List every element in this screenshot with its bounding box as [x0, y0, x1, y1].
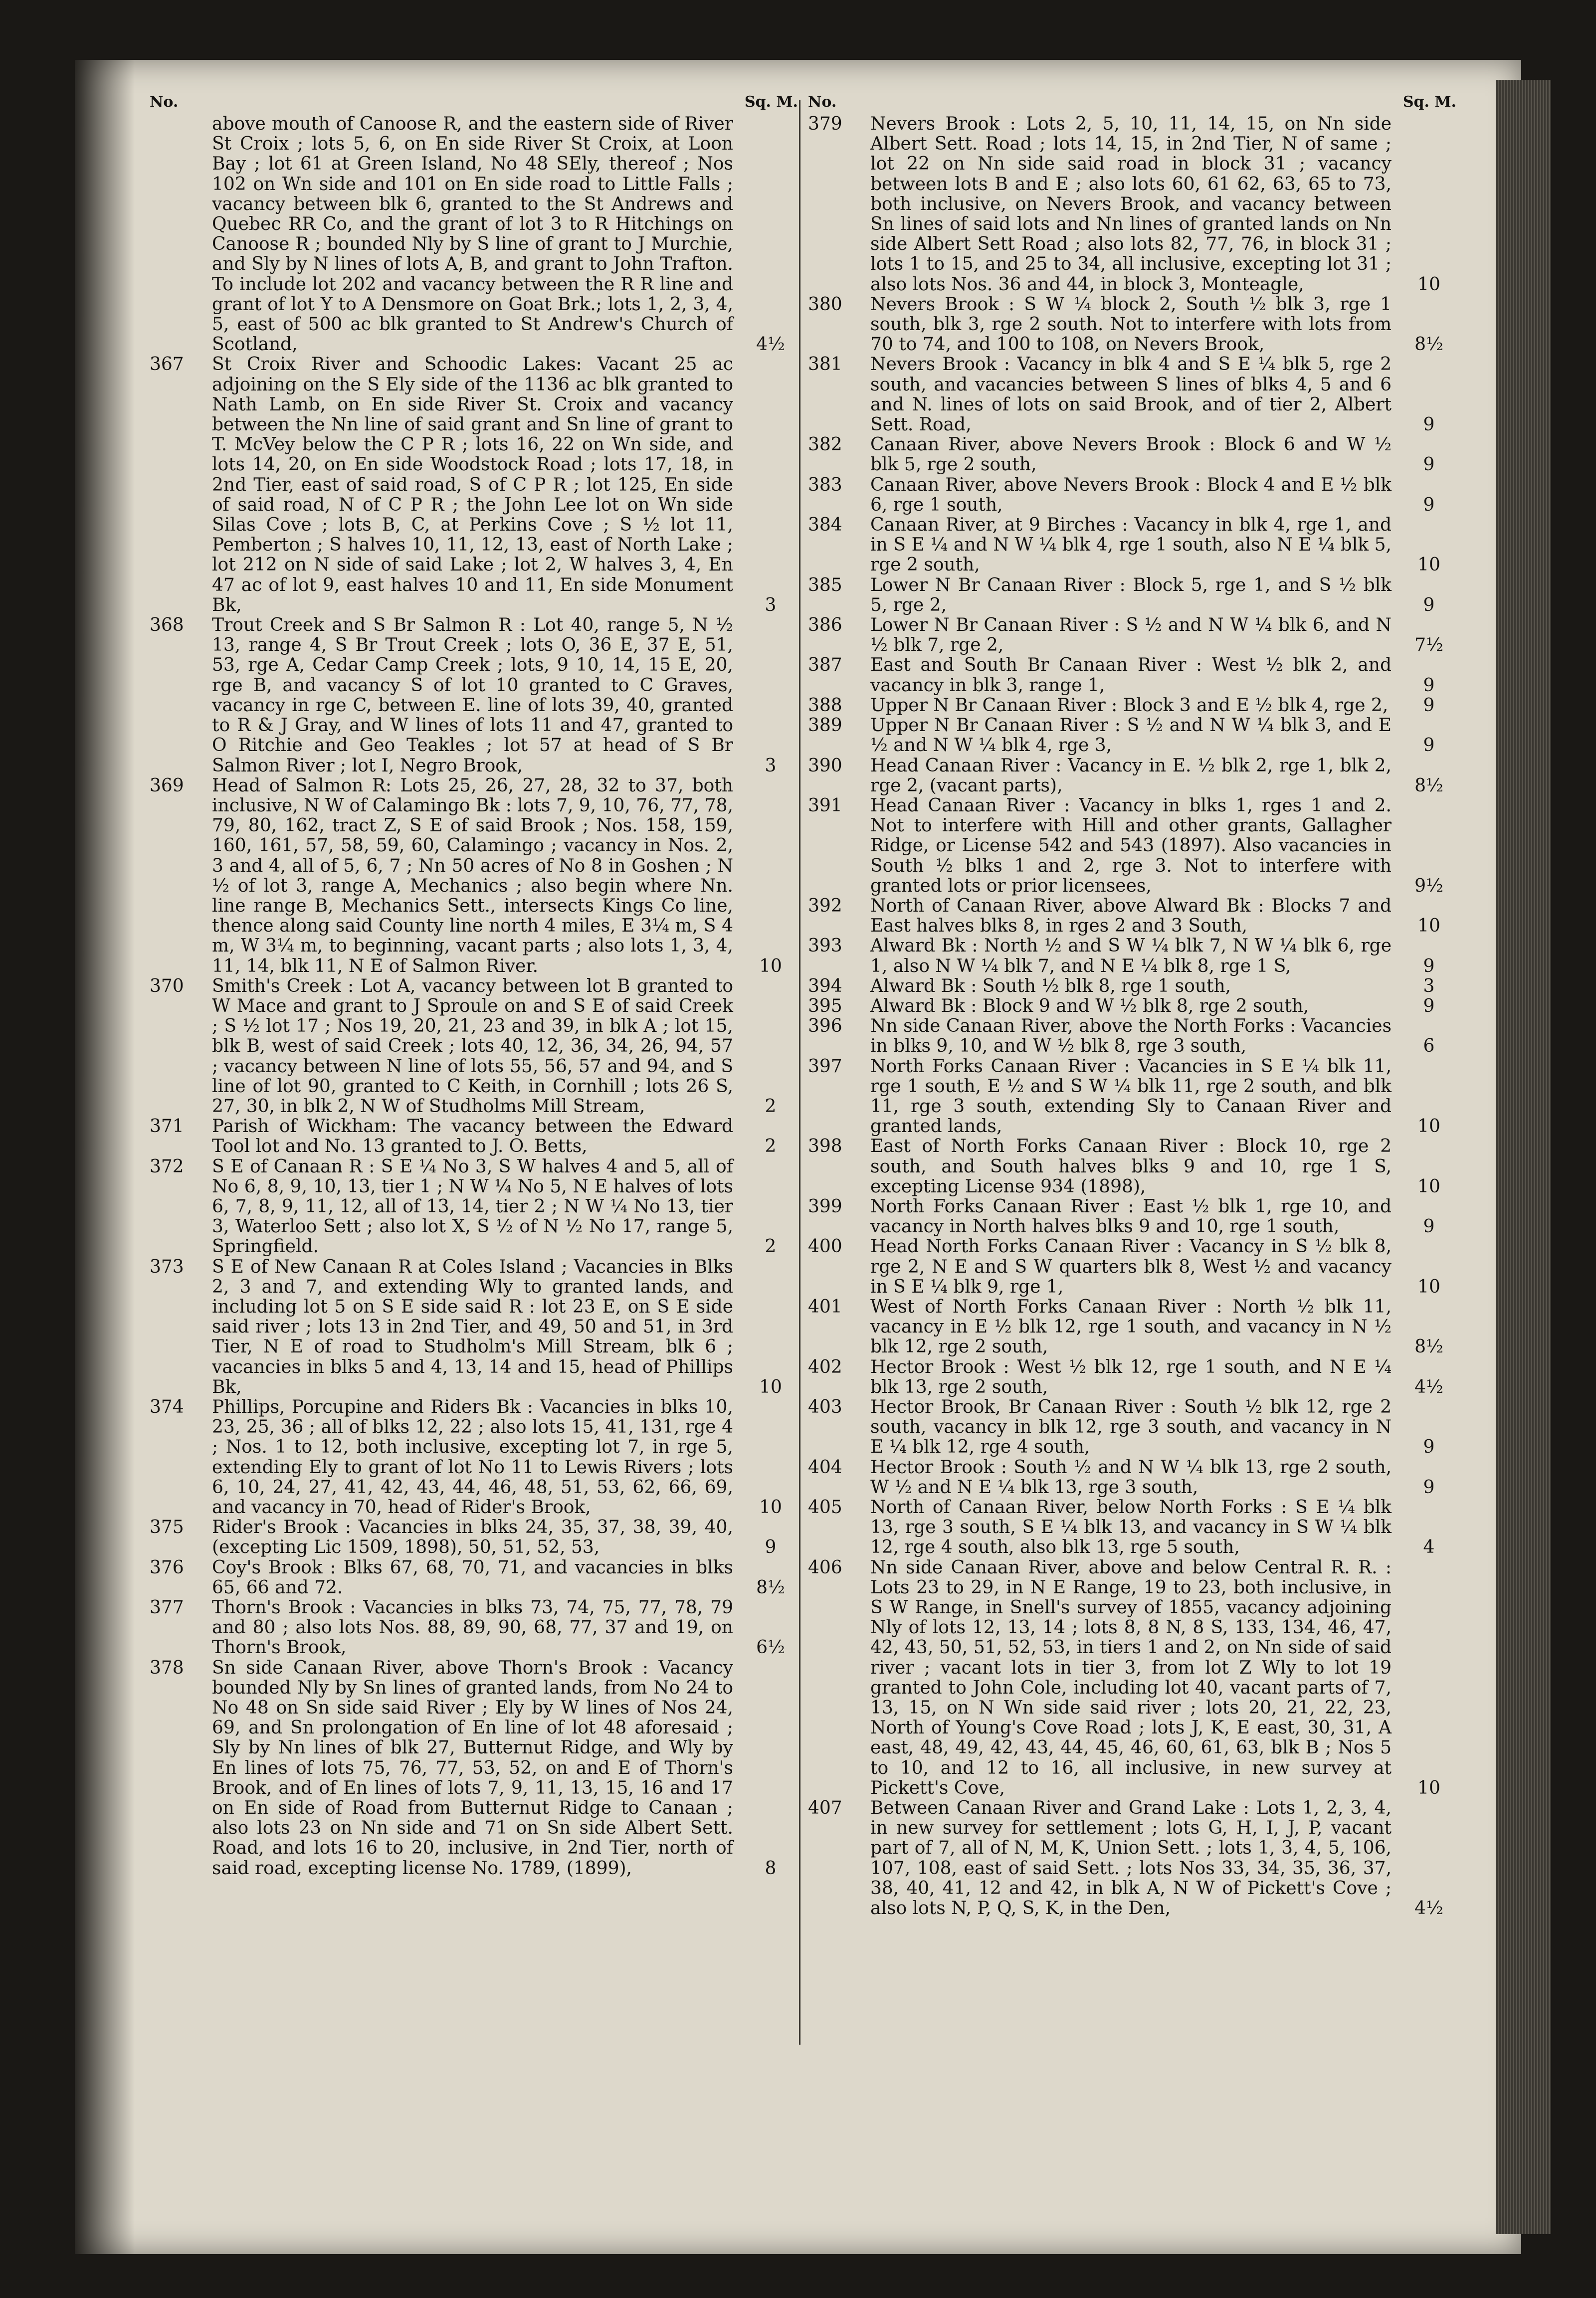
entry-number: 382: [808, 434, 842, 455]
entry-number: 387: [808, 655, 842, 676]
entry-number: 396: [808, 1016, 842, 1037]
list-entry: [808, 1137, 1456, 1197]
list-entry: [808, 615, 1456, 655]
entry-square-miles: 9: [1423, 995, 1435, 1016]
entry-square-miles: 9: [1423, 956, 1435, 976]
list-entry: [150, 976, 798, 1117]
entry-number: 383: [808, 474, 842, 495]
entry-description: Phillips, Porcupine and Riders Bk : Vacancies in blks 10, 23, 25, 36 ; all of blks 12, 22 ; also lots 15, 41, 131, rge 4 ; Nos. 1 to 12, both inclusive, excepting lot 7, in rge 5, extending Ely to grant of lot No 11 to Lewis Rivers ; lots 6, 10, 24, 27, 41, 42, 43, 44, 46, 48, 51, 53, 62, 66, 69, and vacancy in 70, head of Rider's Brook,: [212, 1397, 733, 1518]
list-entry: [808, 696, 1456, 716]
entry-square-miles: 4½: [756, 334, 785, 355]
entry-square-miles: 4: [1423, 1537, 1435, 1558]
entry-number: 380: [808, 294, 842, 315]
entry-number: 378: [150, 1657, 184, 1678]
list-entry: [150, 1257, 798, 1397]
entry-square-miles: 10: [1417, 1176, 1440, 1197]
entry-number: 385: [808, 574, 842, 595]
entry-number: 392: [808, 895, 842, 916]
entry-square-miles: 3: [765, 755, 777, 776]
entry-description: Hector Brook : South ½ and N W ¼ blk 13, rge 2 south, W ½ and N E ¼ blk 13, rge 3 south,: [870, 1457, 1392, 1498]
entry-description: Nevers Brook : S W ¼ block 2, South ½ blk 3, rge 1 south, blk 3, rge 2 south. Not to interfere with lots from 70 to 74, and 100 to 108, on Nevers Brook,: [870, 294, 1392, 355]
entry-square-miles: 10: [1417, 916, 1440, 937]
entry-number: 381: [808, 354, 842, 375]
entry-number: 384: [808, 515, 842, 536]
entry-description: S E of New Canaan R at Coles Island ; Vacancies in Blks 2, 3 and 7, and extending Wly to granted lands, and including lot 5 on S E side said R : lot 23 E, on S E side said river ; lots 13 in 2nd Tier, and 49, 50 and 51, in 3rd Tier, N E of road to Studholm's Mill Stream, blk 6 ; vacancies in blks 5 and 4, 13, 14 and 15, head of Phillips Bk,: [212, 1256, 733, 1397]
entry-square-miles: 9: [1423, 675, 1435, 696]
entry-square-miles: 9: [1423, 1216, 1435, 1237]
entry-square-miles: 3: [1423, 975, 1435, 996]
entry-square-miles: 10: [1417, 1116, 1440, 1137]
entry-number: 404: [808, 1457, 842, 1478]
entry-description: Nn side Canaan River, above and below Central R. R. : Lots 23 to 29, in N E Range, 19 to 23, both inclusive, in S W Range, in Snell's survey of 1855, vacancy adjoining Nly of lots 12, 13, 14 ; lots 8, 8 N, 8 S, 133, 134, 46, 47, 42, 43, 50, 51, 52, 53, in tiers 1 and 2, on Nn side of said river ; vacant lots in tier 3, from lot Z Wly to lot 19 granted to John Cole, including lot 40, vacant parts of 7, 13, 15, on N Wn side said river ; lots 20, 21, 22, 23, North of Young's Cove Road ; lots J, K, E east, 30, 31, A east, 48, 49, 42, 43, 44, 45, 46, 60, 61, 63, blk B ; Nos 5 to 10, and 12 to 16, all inclusive, in new survey at Pickett's Cove,: [870, 1557, 1392, 1798]
list-entry: [150, 1518, 798, 1557]
entry-square-miles: 4½: [1414, 1376, 1443, 1397]
list-entry: [808, 1798, 1456, 1918]
right-entry-list: [808, 114, 1456, 1918]
entry-square-miles: 10: [1417, 1777, 1440, 1798]
list-entry: [808, 575, 1456, 615]
list-entry: [808, 355, 1456, 435]
entry-number: 376: [150, 1557, 184, 1578]
entry-number: 398: [808, 1136, 842, 1157]
entry-description: above mouth of Canoose R, and the eastern side of River St Croix ; lots 5, 6, on En side River St Croix, at Loon Bay ; lot 61 at Green Island, No 48 SEly, thereof ; Nos 102 on Wn side and 101 on En side road to Little Falls ; vacancy between blk 6, granted to the St Andrews and Quebec RR Co, and the grant of lot 3 to R Hitchings on Canoose R ; bounded Nly by S line of grant to J Murchie, and Sly by N lines of lots A, B, and grant to John Trafton. To include lot 202 and vacancy between the R R line and grant of lot Y to A Densmore on Goat Brk.; lots 1, 2, 3, 4, 5, east of 500 ac blk granted to St Andrew's Church of Scotland,: [212, 114, 733, 355]
book-spine-shadow: [75, 60, 135, 2254]
entry-number: 388: [808, 695, 842, 716]
list-entry: [150, 1397, 798, 1518]
entry-description: Smith's Creek : Lot A, vacancy between lot B granted to W Mace and grant to J Sproule on and S E of said Creek ; S ½ lot 17 ; Nos 19, 20, 21, 23 and 39, in blk A ; lot 15, blk B, west of said Creek ; lots 40, 12, 36, 34, 26, 94, 57 ; vacancy between N line of lots 55, 56, 57 and 94, and S line of lot 90, granted to C Keith, in Cornhill ; lots 26 S, 27, 30, in blk 2, N W of Studholms Mill Stream,: [212, 975, 733, 1117]
list-entry: [150, 114, 798, 355]
left-column-header: [150, 92, 798, 114]
entry-description: Nevers Brook : Lots 2, 5, 10, 11, 14, 15, on Nn side Albert Sett. Road ; lots 14, 15, in 2nd Tier, N of same ; lot 22 on Nn side said road in block 31 ; vacancy between lots B and E ; also lots 60, 61 62, 63, 65 to 73, both inclusive, on Nevers Brook, and vacancy between Sn lines of said lots and Nn lines of granted lands on Nn side Albert Sett Road ; also lots 82, 77, 76, in block 31 ; lots 1 to 15, and 25 to 34, all inclusive, excepting lot 31 ; also lots Nos. 36 and 44, in block 3, Monteagle,: [870, 114, 1392, 295]
entry-number: 402: [808, 1356, 842, 1377]
entry-description: North Forks Canaan River : Vacancies in S E ¼ blk 11, rge 1 south, E ½ and S W ¼ blk 11, rge 2 south, and blk 11, rge 3 south, extending Sly to Canaan River and granted lands,: [870, 1056, 1392, 1137]
entry-description: Head of Salmon R: Lots 25, 26, 27, 28, 32 to 37, both inclusive, N W of Calamingo Bk : lots 7, 9, 10, 76, 77, 78, 79, 80, 162, tract Z, S E of said Brook ; Nos. 158, 159, 160, 161, 57, 58, 59, 60, Calamingo ; vacancy in Nos. 2, 3 and 4, all of 5, 6, 7 ; Nn 50 acres of No 8 in Goshen ; N ½ of lot 3, range A, Mechanics ; also begin where Nn. line range B, Mechanics Sett., intersects Kings Co line, thence along said County line north 4 miles, E 3¼ m, S 4 m, W 3¼ m, to beginning, vacant parts ; also lots 1, 3, 4, 11, 14, blk 11, N E of Salmon River.: [212, 775, 733, 976]
right-sqm-heading: Sq. M.: [1402, 93, 1456, 111]
entry-description: Lower N Br Canaan River : S ½ and N W ¼ blk 6, and N ½ blk 7, rge 2,: [870, 615, 1392, 656]
entry-square-miles: 9: [1423, 735, 1435, 756]
entry-description: Parish of Wickham: The vacancy between the Edward Tool lot and No. 13 granted to J. O. Betts,: [212, 1116, 733, 1157]
list-entry: [808, 1197, 1456, 1237]
list-entry: [150, 615, 798, 776]
entry-number: 379: [808, 114, 842, 134]
entry-description: Canaan River, at 9 Birches : Vacancy in blk 4, rge 1, and in S E ¼ and N W ¼ blk 4, rge 1 south, also N E ¼ blk 5, rge 2 south,: [870, 515, 1392, 575]
list-entry: [150, 355, 798, 615]
entry-description: Between Canaan River and Grand Lake : Lots 1, 2, 3, 4, in new survey for settlement ; lots G, H, I, J, P, vacant part of 7, all of N, M, K, Union Sett. ; lots 1, 3, 4, 5, 106, 107, 108, east of said Sett. ; lots Nos 33, 34, 35, 36, 37, 38, 40, 41, 12 and 42, in blk A, N W of Pickett's Cove ; also lots N, P, Q, S, K, in the Den,: [870, 1798, 1392, 1919]
list-entry: [808, 475, 1456, 515]
list-entry: [808, 996, 1456, 1016]
entry-description: East and South Br Canaan River : West ½ blk 2, and vacancy in blk 3, range 1,: [870, 655, 1392, 696]
list-entry: [150, 1558, 798, 1598]
entry-number: 368: [150, 615, 184, 636]
entry-square-miles: 9: [1423, 695, 1435, 716]
list-entry: [808, 1357, 1456, 1397]
entry-square-miles: 10: [1417, 1276, 1440, 1297]
entry-square-miles: 9: [1423, 414, 1435, 435]
entry-description: Alward Bk : South ½ blk 8, rge 1 south,: [870, 975, 1231, 996]
entry-number: 373: [150, 1256, 184, 1277]
entry-square-miles: 7½: [1414, 635, 1443, 656]
entry-number: 389: [808, 715, 842, 736]
entry-number: 372: [150, 1156, 184, 1177]
entry-square-miles: 2: [765, 1236, 777, 1257]
left-sqm-heading: Sq. M.: [744, 93, 798, 111]
entry-square-miles: 8: [765, 1858, 777, 1879]
entry-description: Canaan River, above Nevers Brook : Block 6 and W ½ blk 5, rge 2 south,: [870, 434, 1392, 475]
list-entry: [150, 1157, 798, 1257]
entry-square-miles: 10: [759, 1497, 782, 1518]
entry-description: East of North Forks Canaan River : Block 10, rge 2 south, and South halves blks 9 and 10, rge 1 S, excepting License 934 (1898),: [870, 1136, 1392, 1197]
entry-number: 393: [808, 936, 842, 957]
entry-description: Hector Brook : West ½ blk 12, rge 1 south, and N E ¼ blk 13, rge 2 south,: [870, 1356, 1392, 1397]
left-column: [150, 92, 798, 1879]
entry-description: Upper N Br Canaan River : S ½ and N W ¼ blk 3, and E ½ and N W ¼ blk 4, rge 3,: [870, 715, 1392, 756]
entry-number: 386: [808, 615, 842, 636]
entry-square-miles: 6½: [756, 1637, 785, 1658]
entry-description: Nn side Canaan River, above the North Forks : Vacancies in blks 9, 10, and W ½ blk 8, rge 3 south,: [870, 1016, 1392, 1057]
entry-number: 395: [808, 995, 842, 1016]
entry-number: 390: [808, 755, 842, 776]
page-edges: [1496, 80, 1551, 2234]
entry-number: 391: [808, 795, 842, 816]
entry-description: Alward Bk : North ½ and S W ¼ blk 7, N W ¼ blk 6, rge 1, also N W ¼ blk 7, and N E ¼ blk 8, rge 1 S,: [870, 936, 1392, 976]
entry-description: Trout Creek and S Br Salmon R : Lot 40, range 5, N ½ 13, range 4, S Br Trout Creek ; lots O, 36 E, 37 E, 51, 53, rge A, Cedar Camp Creek ; lots, 9 10, 14, 15 E, 20, rge B, and vacancy S of lot 10 granted to C Graves, vacancy in rge C, between E. line of lots 39, 40, granted to R & J Gray, and W lines of lots 11 and 47, granted to O Ritchie and Geo Teakles ; lot 57 at head of S Br Salmon River ; lot I, Negro Brook,: [212, 615, 733, 776]
list-entry: [808, 1016, 1456, 1056]
list-entry: [808, 896, 1456, 936]
list-entry: [808, 1458, 1456, 1498]
right-column-header: [808, 92, 1456, 114]
entry-square-miles: 9: [765, 1537, 777, 1558]
list-entry: [808, 1397, 1456, 1458]
list-entry: [808, 1297, 1456, 1357]
entry-number: 371: [150, 1116, 184, 1137]
entry-description: St Croix River and Schoodic Lakes: Vacant 25 ac adjoining on the S Ely side of the 1136 ac blk granted to Nath Lamb, on En side River St. Croix and vacancy between the Nn line of said grant and Sn line of grant to T. McVey below the C P R ; lots 16, 22 on Wn side, and lots 14, 20, on En side Woodstock Road ; lots 17, 18, in 2nd Tier, east of said road, S of C P R ; lot 125, En side of said road, N of C P R ; the John Lee lot on Wn side Silas Cove ; lots B, C, at Perkins Cove ; S ½ lot 11, Pemberton ; S halves 10, 11, 12, 13, east of North Lake ; lot 212 on N side of said Lake ; lot 2, W halves 3, 4, En 47 ac of lot 9, east halves 10 and 11, En side Monument Bk,: [212, 354, 733, 615]
entry-number: 405: [808, 1497, 842, 1518]
entry-square-miles: 9: [1423, 594, 1435, 615]
left-no-heading: No.: [150, 93, 179, 111]
entry-description: Head North Forks Canaan River : Vacancy in S ½ blk 8, rge 2, N E and S W quarters blk 8, West ½ and vacancy in S E ¼ blk 9, rge 1,: [870, 1236, 1392, 1297]
entry-description: Head Canaan River : Vacancy in E. ½ blk 2, rge 1, blk 2, rge 2, (vacant parts),: [870, 755, 1392, 796]
entry-number: 397: [808, 1056, 842, 1077]
list-entry: [808, 796, 1456, 896]
entry-number: 374: [150, 1397, 184, 1417]
list-entry: [808, 295, 1456, 355]
entry-description: Lower N Br Canaan River : Block 5, rge 1, and S ½ blk 5, rge 2,: [870, 574, 1392, 615]
entry-description: North Forks Canaan River : East ½ blk 1, rge 10, and vacancy in North halves blks 9 and 10, rge 1 south,: [870, 1196, 1392, 1237]
entry-square-miles: 10: [759, 1376, 782, 1397]
entry-description: Rider's Brook : Vacancies in blks 24, 35, 37, 38, 39, 40, (excepting Lic 1509, 1898), 50, 51, 52, 53,: [212, 1517, 733, 1558]
list-entry: [150, 1658, 798, 1879]
list-entry: [808, 114, 1456, 295]
list-entry: [808, 756, 1456, 796]
entry-description: Coy's Brook : Blks 67, 68, 70, 71, and vacancies in blks 65, 66 and 72.: [212, 1557, 733, 1598]
entry-square-miles: 9: [1423, 1477, 1435, 1498]
entry-number: 377: [150, 1597, 184, 1618]
entry-description: Head Canaan River : Vacancy in blks 1, rges 1 and 2. Not to interfere with Hill and other grants, Gallagher Ridge, or License 542 and 543 (1897). Also vacancies in South ½ blks 1 and 2, rge 3. Not to interfere with granted lots or prior licensees,: [870, 795, 1392, 896]
entry-number: 406: [808, 1557, 842, 1578]
list-entry: [808, 1237, 1456, 1297]
entry-description: North of Canaan River, below North Forks : S E ¼ blk 13, rge 3 south, S E ¼ blk 13, and vacancy in S W ¼ blk 12, rge 4 south, also blk 13, rge 5 south,: [870, 1497, 1392, 1558]
entry-number: 407: [808, 1798, 842, 1819]
entry-square-miles: 9: [1423, 1437, 1435, 1458]
entry-description: Alward Bk : Block 9 and W ½ blk 8, rge 2 south,: [870, 995, 1309, 1016]
entry-square-miles: 9: [1423, 454, 1435, 475]
entry-square-miles: 10: [1417, 555, 1440, 575]
entry-description: Canaan River, above Nevers Brook : Block 4 and E ½ blk 6, rge 1 south,: [870, 474, 1392, 515]
left-entry-list: [150, 114, 798, 1879]
entry-number: 400: [808, 1236, 842, 1257]
list-entry: [808, 1498, 1456, 1558]
list-entry: [150, 776, 798, 976]
entry-description: Sn side Canaan River, above Thorn's Brook : Vacancy bounded Nly by Sn lines of granted lands, from No 24 to No 48 on Sn side said River ; Ely by W lines of Nos 24, 69, and Sn prolongation of En line of lot 48 aforesaid ; Sly by Nn lines of blk 27, Butternut Ridge, and Wly by En lines of lots 75, 76, 77, 53, 52, on and E of Thorn's Brook, and of En lines of lots 7, 9, 11, 13, 15, 16 and 17 on En side of Road from Butternut Ridge to Canaan ; also lots 23 on Nn side and 71 on Sn side Albert Sett. Road, and lots 16 to 20, inclusive, in 2nd Tier, north of said road, excepting license No. 1789, (1899),: [212, 1657, 733, 1879]
list-entry: [808, 435, 1456, 475]
list-entry: [808, 655, 1456, 695]
entry-description: Upper N Br Canaan River : Block 3 and E ½ blk 4, rge 2,: [870, 695, 1389, 716]
list-entry: [808, 1558, 1456, 1798]
entry-description: West of North Forks Canaan River : North ½ blk 11, vacancy in E ½ blk 12, rge 1 south, and vacancy in N ½ blk 12, rge 2 south,: [870, 1296, 1392, 1357]
entry-square-miles: 3: [765, 594, 777, 615]
entry-square-miles: 8½: [1414, 1337, 1443, 1357]
column-divider: [799, 100, 800, 2045]
list-entry: [150, 1598, 798, 1658]
entry-description: North of Canaan River, above Alward Bk : Blocks 7 and East halves blks 8, in rges 2 and 3 South,: [870, 895, 1392, 937]
entry-square-miles: 4½: [1414, 1898, 1443, 1919]
right-no-heading: No.: [808, 93, 837, 111]
entry-description: Hector Brook, Br Canaan River : South ½ blk 12, rge 2 south, vacancy in blk 12, rge 3 south, and vacancy in N E ¼ blk 12, rge 4 south,: [870, 1397, 1392, 1458]
entry-square-miles: 2: [765, 1136, 777, 1157]
entry-number: 375: [150, 1517, 184, 1538]
entry-number: 394: [808, 975, 842, 996]
entry-number: 369: [150, 775, 184, 796]
entry-square-miles: 10: [1417, 274, 1440, 295]
entry-square-miles: 8½: [1414, 775, 1443, 796]
entry-square-miles: 8½: [756, 1577, 785, 1598]
list-entry: [808, 515, 1456, 575]
entry-square-miles: 2: [765, 1096, 777, 1117]
entry-number: 403: [808, 1397, 842, 1417]
right-column: [808, 92, 1456, 1918]
entry-square-miles: 9½: [1414, 875, 1443, 896]
list-entry: [150, 1117, 798, 1156]
entry-description: Thorn's Brook : Vacancies in blks 73, 74, 75, 77, 78, 79 and 80 ; also lots Nos. 88, 89, 90, 68, 77, 37 and 19, on Thorn's Brook,: [212, 1597, 733, 1658]
entry-number: 370: [150, 975, 184, 996]
entry-number: 399: [808, 1196, 842, 1217]
list-entry: [808, 1057, 1456, 1137]
list-entry: [808, 976, 1456, 996]
entry-square-miles: 8½: [1414, 334, 1443, 355]
list-entry: [808, 936, 1456, 976]
entry-square-miles: 10: [759, 956, 782, 976]
entry-description: S E of Canaan R : S E ¼ No 3, S W halves 4 and 5, all of No 6, 8, 9, 10, 13, tier 1 ; N W ¼ No 5, N E halves of lots 6, 7, 8, 9, 11, 12, all of 13, 14, tier 2 ; N W ¼ No 13, tier 3, Waterloo Sett ; also lot X, S ½ of N ½ No 17, range 5, Springfield.: [212, 1156, 733, 1257]
entry-square-miles: 9: [1423, 494, 1435, 515]
entry-number: 401: [808, 1296, 842, 1317]
entry-square-miles: 6: [1423, 1036, 1435, 1057]
entry-description: Nevers Brook : Vacancy in blk 4 and S E ¼ blk 5, rge 2 south, and vacancies between S lines of blks 4, 5 and 6 and N. lines of lots on said Brook, and of tier 2, Albert Sett. Road,: [870, 354, 1392, 435]
entry-number: 367: [150, 354, 184, 375]
list-entry: [808, 716, 1456, 756]
